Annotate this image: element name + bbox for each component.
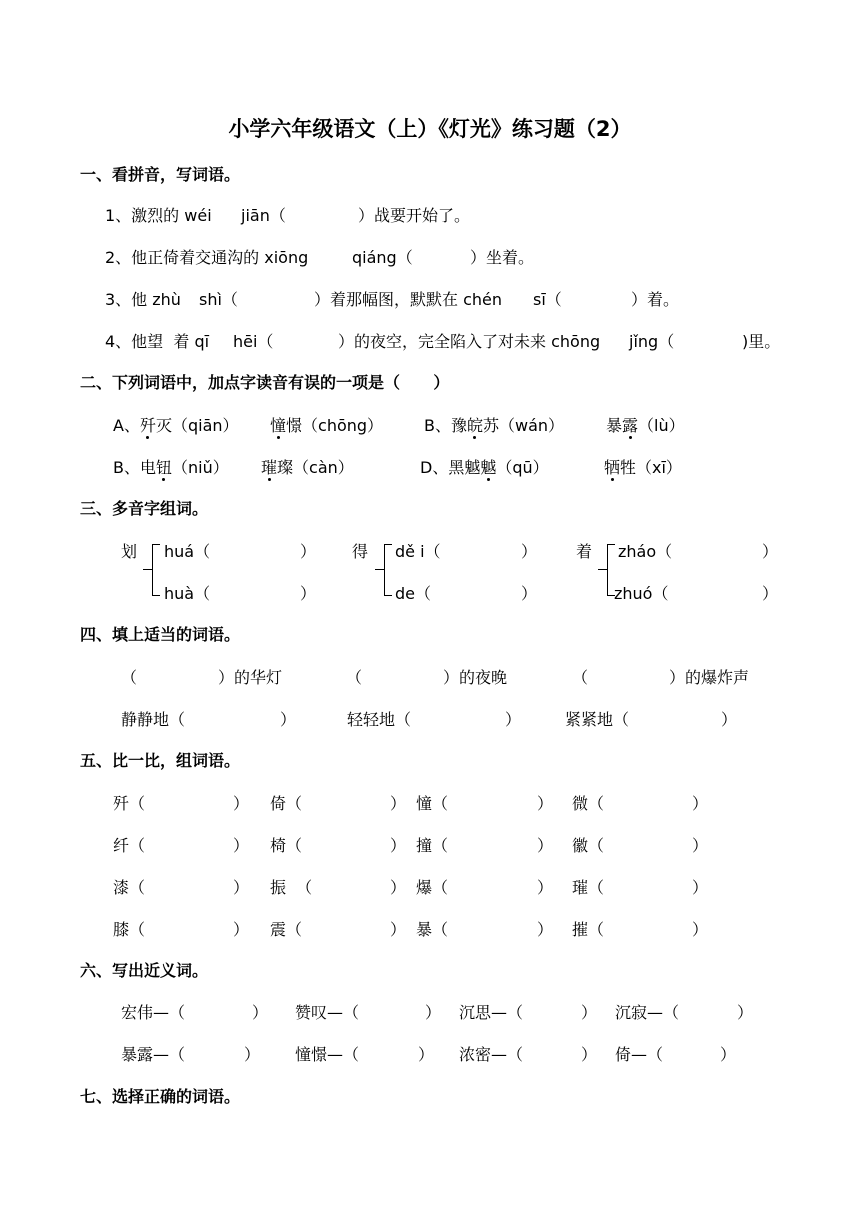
fill-blank-3-open: （ xyxy=(572,668,589,687)
synonym-7-close: ） xyxy=(581,1045,598,1064)
fill-blank-1-open: （ xyxy=(121,668,138,687)
compare-item: 撞（ xyxy=(416,836,449,855)
compare-item-close: ） xyxy=(390,794,407,813)
section-6-heading: 六、写出近义词。 xyxy=(80,961,209,980)
synonym-6: 憧憬—（ xyxy=(295,1045,360,1064)
polyphone-char-2: 得 xyxy=(352,542,369,561)
option-b-word-1: B、豫皖苏（wán） xyxy=(424,416,565,435)
q2-part-2: qiáng（ xyxy=(352,248,413,267)
compare-item-close: ） xyxy=(692,878,709,897)
q4-part-4: jǐng（ xyxy=(629,332,675,351)
compare-item-close: ） xyxy=(233,794,250,813)
section-2-heading: 二、下列词语中，加点字读音有误的一项是（ ） xyxy=(80,373,450,392)
option-b-word-2: 暴露（lù） xyxy=(606,416,685,435)
paren-close: ） xyxy=(300,542,317,561)
q3-part-2: shì（ xyxy=(199,290,238,309)
q3-part-3: ）着那幅图，默默在 chén xyxy=(314,290,503,309)
fill-blank-1-text: ）的华灯 xyxy=(218,668,283,687)
paren-close: ） xyxy=(762,542,779,561)
polyphone-3-reading-1: zháo（ xyxy=(618,542,673,561)
polyphone-char-1: 划 xyxy=(121,542,138,561)
brace-1 xyxy=(152,544,160,596)
q1-part-1: 1、激烈的 wéi xyxy=(105,206,212,225)
compare-item: 漆（ xyxy=(113,878,146,897)
synonym-3: 沉思—（ xyxy=(459,1003,524,1022)
compare-item-close: ） xyxy=(537,920,554,939)
polyphone-2-reading-1: dě i（ xyxy=(395,542,441,561)
q4-part-2: hēi（ xyxy=(233,332,274,351)
paren-close: ） xyxy=(521,584,538,603)
q1-part-2: jiān（ xyxy=(241,206,286,225)
compare-item: 椅（ xyxy=(270,836,303,855)
polyphone-1-reading-1: huá（ xyxy=(164,542,211,561)
compare-item-close: ） xyxy=(537,878,554,897)
compare-item: 倚（ xyxy=(270,794,303,813)
section-5-heading: 五、比一比，组词语。 xyxy=(80,751,241,770)
paren-close: ） xyxy=(300,584,317,603)
compare-item: 摧（ xyxy=(572,920,605,939)
fill-blank-2-open: （ xyxy=(346,668,363,687)
synonym-1-close: ） xyxy=(252,1003,269,1022)
fill-blank-2-text: ）的夜晚 xyxy=(443,668,508,687)
compare-item: 徽（ xyxy=(572,836,605,855)
compare-item-close: ） xyxy=(390,920,407,939)
synonym-8: 倚—（ xyxy=(615,1045,664,1064)
section-3-heading: 三、多音字组词。 xyxy=(80,499,209,518)
compare-item: 爆（ xyxy=(416,878,449,897)
fill-blank-6-text: 紧紧地（ xyxy=(565,710,630,729)
polyphone-3-reading-2: zhuó（ xyxy=(614,584,669,603)
compare-item: 震（ xyxy=(270,920,303,939)
compare-item-close: ） xyxy=(537,836,554,855)
compare-item-close: ） xyxy=(692,920,709,939)
synonym-4: 沉寂—（ xyxy=(615,1003,680,1022)
compare-item: 膝（ xyxy=(113,920,146,939)
compare-item-close: ） xyxy=(233,920,250,939)
compare-item: 微（ xyxy=(572,794,605,813)
option-c-word-2: 璀璨（càn） xyxy=(261,458,354,477)
paren-close: ） xyxy=(762,584,779,603)
synonym-3-close: ） xyxy=(581,1003,598,1022)
compare-item-close: ） xyxy=(390,836,407,855)
q4-part-5: )里。 xyxy=(742,332,781,351)
compare-item: 纤（ xyxy=(113,836,146,855)
fill-blank-4-text: 静静地（ xyxy=(121,710,186,729)
compare-item: 振 （ xyxy=(270,878,313,897)
compare-item: 憧（ xyxy=(416,794,449,813)
compare-item-close: ） xyxy=(233,878,250,897)
brace-2 xyxy=(384,544,392,596)
synonym-2-close: ） xyxy=(425,1003,442,1022)
section-7-heading: 七、选择正确的词语。 xyxy=(80,1087,241,1106)
fill-blank-5-text: 轻轻地（ xyxy=(347,710,412,729)
fill-blank-3-text: ）的爆炸声 xyxy=(669,668,750,687)
compare-item-close: ） xyxy=(537,794,554,813)
compare-item: 璀（ xyxy=(572,878,605,897)
compare-item: 暴（ xyxy=(416,920,449,939)
synonym-7: 浓密—（ xyxy=(459,1045,524,1064)
fill-blank-4-close: ） xyxy=(280,710,297,729)
option-a-word-1: A、歼灭（qiān） xyxy=(113,416,239,435)
q2-part-1: 2、他正倚着交通沟的 xiōng xyxy=(105,248,309,267)
synonym-4-close: ） xyxy=(737,1003,754,1022)
synonym-2: 赞叹—（ xyxy=(295,1003,360,1022)
compare-item-close: ） xyxy=(692,836,709,855)
q3-part-1: 3、他 zhù xyxy=(105,290,181,309)
q1-part-3: ）战要开始了。 xyxy=(358,206,471,225)
q3-part-5: ）着。 xyxy=(631,290,680,309)
option-a-word-2: 憧憬（chōng） xyxy=(270,416,384,435)
synonym-6-close: ） xyxy=(418,1045,435,1064)
synonym-8-close: ） xyxy=(720,1045,737,1064)
polyphone-char-3: 着 xyxy=(576,542,593,561)
q2-part-3: ）坐着。 xyxy=(470,248,535,267)
polyphone-1-reading-2: huà（ xyxy=(164,584,211,603)
paren-close: ） xyxy=(521,542,538,561)
q3-part-4: sī（ xyxy=(533,290,562,309)
q4-part-1: 4、他望 着 qī xyxy=(105,332,210,351)
fill-blank-6-close: ） xyxy=(721,710,738,729)
option-d-word-1: D、黑魆魆（qū） xyxy=(420,458,549,477)
compare-item-close: ） xyxy=(233,836,250,855)
option-d-word-2: 牺牲（xī） xyxy=(604,458,682,477)
section-4-heading: 四、填上适当的词语。 xyxy=(80,625,241,644)
section-1-heading: 一、看拼音，写词语。 xyxy=(80,165,241,184)
fill-blank-5-close: ） xyxy=(505,710,522,729)
compare-item-close: ） xyxy=(692,794,709,813)
polyphone-2-reading-2: de（ xyxy=(395,584,432,603)
option-c-word-1: B、电钮（niǔ） xyxy=(113,458,229,477)
synonym-5-close: ） xyxy=(244,1045,261,1064)
synonym-1: 宏伟—（ xyxy=(121,1003,186,1022)
q4-part-3: ）的夜空，完全陷入了对未来 chōng xyxy=(338,332,601,351)
synonym-5: 暴露—（ xyxy=(121,1045,186,1064)
compare-item: 歼（ xyxy=(113,794,146,813)
compare-item-close: ） xyxy=(390,878,407,897)
page-title: 小学六年级语文（上）《灯光》练习题（2） xyxy=(228,117,632,141)
